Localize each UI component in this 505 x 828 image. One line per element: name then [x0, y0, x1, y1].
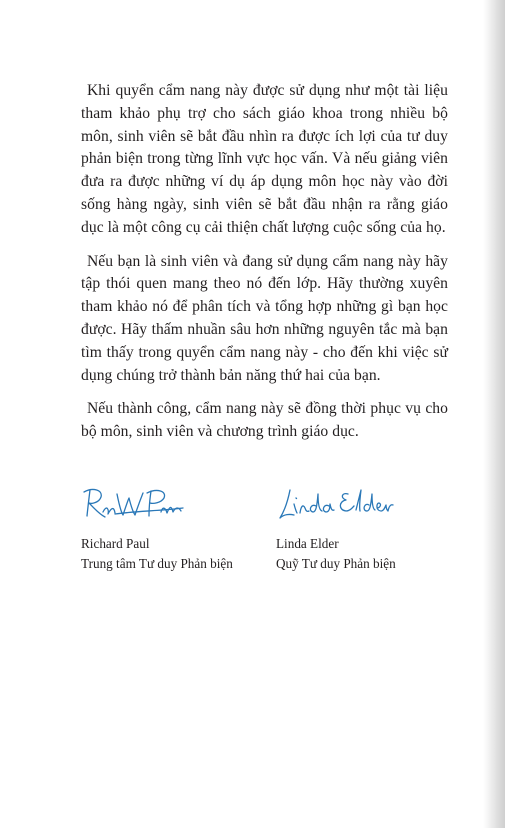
- page-edge-shadow: [483, 0, 505, 828]
- signature-linda-elder-image: [276, 484, 396, 524]
- paragraph-2: Nếu bạn là sinh viên và đang sử dụng cẩm nang này hãy tập thói quen mang theo nó đến lớp. Hãy thường xuyên tham khảo nó để phân tích và tổng hợp những gì bạn học được. Hãy thấm nhuần sâu hơn những nguyên tắc mà bạn tìm thấy trong quyển cẩm nang này - cho đến khi việc sử dụng chúng trở thành bản năng thứ hai của bạn.: [81, 252, 448, 384]
- signature-linda-elder: [276, 484, 396, 574]
- signature-richard-paul: [81, 484, 233, 574]
- signature-block: [81, 484, 448, 584]
- signatory-organization: Trung tâm Tư duy Phản biện: [81, 556, 233, 571]
- signatory-name: Linda Elder: [276, 536, 339, 551]
- paragraph-3: Nếu thành công, cẩm nang này sẽ đồng thời phục vụ cho bộ môn, sinh viên và chương trình giáo dục.: [81, 400, 448, 441]
- signature-richard-paul-image: [81, 484, 191, 524]
- body-text: [81, 80, 448, 455]
- signatory-organization: Quỹ Tư duy Phản biện: [276, 556, 396, 571]
- paragraph-1: Khi quyển cẩm nang này được sử dụng như một tài liệu tham khảo phụ trợ cho sách giáo khoa trong nhiều bộ môn, sinh viên sẽ bắt đầu nhìn ra được ích lợi của tư duy phản biện trong từng lĩnh vực học vấn. Và nếu giảng viên đưa ra được những ví dụ áp dụng môn học này vào đời sống hàng ngày, sinh viên sẽ bắt đầu nhận ra rằng giáo dục là một công cụ cải thiện chất lượng cuộc sống của họ.: [81, 82, 448, 236]
- signatory-name: Richard Paul: [81, 536, 150, 551]
